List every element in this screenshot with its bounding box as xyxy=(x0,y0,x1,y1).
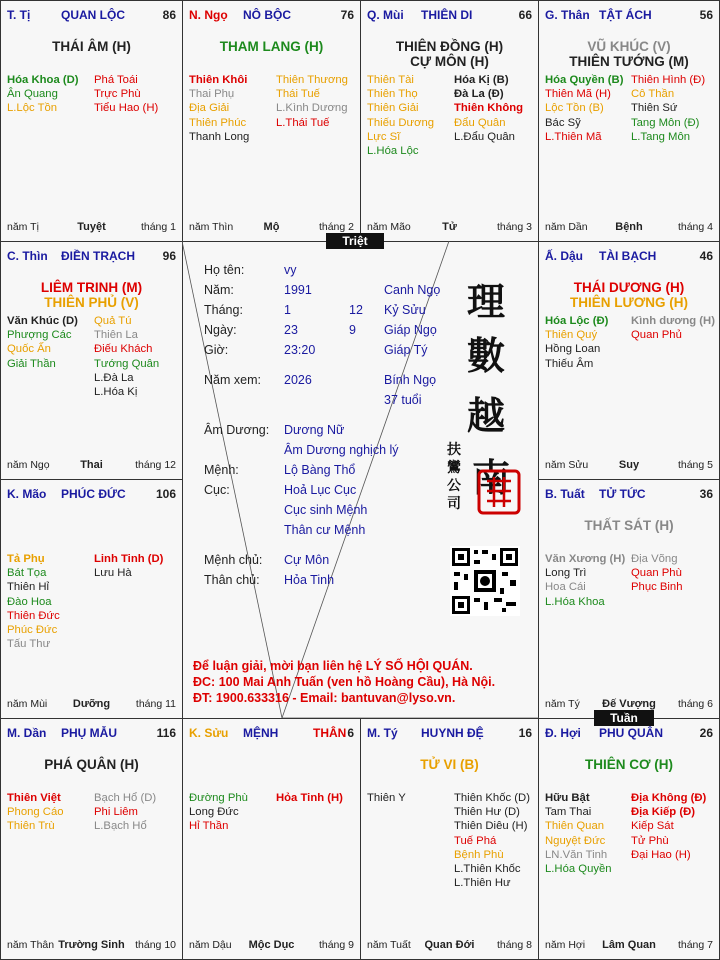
palace-header xyxy=(545,726,713,742)
year-can: Canh Ngọ xyxy=(384,283,441,297)
palace-ty xyxy=(360,718,539,960)
palace-footer xyxy=(7,939,176,953)
view-year-can: Bính Ngọ xyxy=(384,373,437,387)
red-seal-stamp xyxy=(477,469,521,515)
hour-label: Giờ: xyxy=(204,343,229,357)
palace-name: PHU QUÂN xyxy=(599,726,664,740)
palace-year: năm Tý xyxy=(545,698,580,710)
minor-star: L.Lộc Tồn xyxy=(7,102,58,115)
minor-star: Bạch Hổ (D) xyxy=(94,792,157,804)
minor-star: Quan Phủ xyxy=(631,329,682,342)
main-star: THIÊN LƯƠNG (H) xyxy=(570,295,688,310)
minor-star: Thiếu Dương xyxy=(367,116,435,129)
minor-star: Thiên Sứ xyxy=(631,102,678,115)
minor-star: L.Đẩu Quân xyxy=(454,130,515,143)
minor-star: Hồng Loan xyxy=(545,343,601,356)
palace-year: năm Dần xyxy=(545,221,588,233)
minor-star: L.Đà La xyxy=(94,371,134,384)
minor-star: Hoa Cái xyxy=(545,581,586,594)
main-star: THÁI ÂM (H) xyxy=(52,39,131,54)
minor-star: Lưu Hà xyxy=(94,567,132,580)
palace-header xyxy=(189,8,354,24)
minor-star: L.Hóa Lộc xyxy=(367,145,419,157)
palace-header xyxy=(7,249,176,265)
minor-star: Lộc Tồn (B) xyxy=(545,102,604,115)
minor-star: L.Kình Dương xyxy=(276,102,348,115)
calligraphy-char-4: 南 xyxy=(472,455,511,500)
palace-footer xyxy=(545,221,713,235)
minor-star: Phúc Đức xyxy=(7,624,58,636)
palace-month: tháng 5 xyxy=(677,459,713,471)
palace-header xyxy=(367,8,532,24)
main-star: THẤT SÁT (H) xyxy=(584,518,674,533)
minor-star: Thiên Khốc (D) xyxy=(454,792,530,804)
minor-star: Cô Thần xyxy=(631,88,675,101)
amduong-value: Dương Nữ xyxy=(284,423,345,437)
palace-tuat xyxy=(538,479,720,719)
main-star: THIÊN TƯỚNG (M) xyxy=(569,54,689,69)
palace-name: TÀI BẠCH xyxy=(599,249,657,263)
main-star: THIÊN PHỦ (V) xyxy=(44,295,139,310)
palace-footer xyxy=(7,698,176,712)
palace-month: tháng 9 xyxy=(318,939,354,951)
palace-mui xyxy=(360,0,539,242)
palace-footer xyxy=(545,459,713,473)
minor-star: Phá Toái xyxy=(94,74,138,86)
calligraphy-char-2: 數 xyxy=(467,333,506,378)
palace-age: 116 xyxy=(156,726,176,740)
palace-age: 96 xyxy=(162,249,176,263)
palace-phase: Bệnh xyxy=(615,221,643,233)
minor-star: Thiên Khôi xyxy=(189,74,248,86)
palace-branch: M. Tý xyxy=(367,726,398,740)
palace-phase: Mộc Dục xyxy=(248,939,295,951)
minor-star: L.Tang Môn xyxy=(631,130,691,143)
minor-star: Thiên Diêu (H) xyxy=(454,820,528,833)
palace-footer xyxy=(367,221,532,235)
minor-star: Tiểu Hao (H) xyxy=(94,102,159,115)
amduong-label: Âm Dương: xyxy=(204,423,270,437)
palace-branch: Q. Mùi xyxy=(367,8,404,22)
palace-year: năm Tuất xyxy=(367,939,411,951)
minor-star: Thiên Quý xyxy=(545,329,598,342)
palace-age: 6 xyxy=(347,726,354,740)
minor-star: Đường Phù xyxy=(189,792,248,804)
tuan-marker: Tuần xyxy=(594,710,654,726)
minor-star: Hóa Khoa (D) xyxy=(7,74,79,86)
minor-star: Kình dương (H) xyxy=(631,315,715,327)
palace-than xyxy=(538,0,720,242)
palace-phase: Suy xyxy=(618,459,640,471)
palace-header xyxy=(367,726,532,742)
qr-code[interactable] xyxy=(450,546,520,616)
palace-header xyxy=(189,726,354,742)
minor-star: Hóa Quyền (B) xyxy=(545,74,624,86)
palace-header xyxy=(545,249,713,265)
center-info-panel xyxy=(182,241,539,718)
palace-phase: Thai xyxy=(80,459,103,471)
main-star: THAM LANG (H) xyxy=(219,39,324,54)
main-star: VŨ KHÚC (V) xyxy=(587,39,671,54)
palace-phase: Dưỡng xyxy=(72,698,111,710)
palace-phase: Tuyệt xyxy=(77,221,106,233)
palace-branch: C. Thìn xyxy=(7,249,48,263)
contact-line-1: Để luận giải, mời bạn liên hệ LÝ SỐ HỘI QUÁN. xyxy=(193,659,473,673)
minor-star: Hóa Lộc (Đ) xyxy=(545,315,609,327)
palace-month: tháng 3 xyxy=(496,221,532,233)
palace-hoi xyxy=(538,718,720,960)
than-chu-label: Thân chủ: xyxy=(204,573,260,587)
palace-branch: N. Ngọ xyxy=(189,8,228,22)
minor-star: Thiên Y xyxy=(367,792,406,804)
minor-star: Bác Sỹ xyxy=(545,116,581,129)
palace-age: 56 xyxy=(699,8,713,22)
palace-year: năm Thân xyxy=(7,939,55,951)
name-value: vy xyxy=(284,263,297,277)
minor-star: L.Thiên Mã xyxy=(545,130,602,143)
palace-phase: Quan Đới xyxy=(424,939,475,951)
palace-ti xyxy=(0,0,183,242)
minor-star: Phục Binh xyxy=(631,581,683,594)
palace-branch: M. Dần xyxy=(7,726,47,740)
palace-name: HUYNH ĐỆ xyxy=(421,726,484,740)
calligraphy-char-1: 理 xyxy=(467,279,506,324)
main-star: PHÁ QUÂN (H) xyxy=(44,757,139,772)
palace-age: 66 xyxy=(518,8,532,22)
minor-star: Lực Sĩ xyxy=(367,130,401,143)
minor-star: Quả Tú xyxy=(94,315,132,327)
minor-star: Hữu Bật xyxy=(545,792,590,804)
palace-month: tháng 6 xyxy=(677,698,713,710)
palace-phase: Lâm Quan xyxy=(602,939,656,951)
minor-star: Quan Phù xyxy=(631,567,682,580)
hour-can: Giáp Tý xyxy=(384,343,428,357)
month-can: Kỷ Sửu xyxy=(384,303,426,317)
palace-year: năm Hợi xyxy=(545,939,586,951)
cuc-value: Hoả Lục Cục xyxy=(284,483,357,497)
minor-star: Phi Liêm xyxy=(94,806,138,819)
minor-star: Thiên Đức xyxy=(7,609,60,622)
palace-phase: Đế Vượng xyxy=(602,698,656,710)
day-value: 23 xyxy=(284,323,298,337)
month-label: Tháng: xyxy=(204,303,243,317)
minor-star: Đẩu Quân xyxy=(454,116,506,129)
palace-year: năm Sửu xyxy=(545,459,589,471)
palace-month: tháng 2 xyxy=(318,221,354,233)
day-can: Giáp Ngọ xyxy=(384,323,437,337)
month-lunar: 12 xyxy=(349,303,363,317)
palace-age: 106 xyxy=(155,487,176,501)
minor-star: L.Thiên Hư xyxy=(454,877,511,890)
minor-star: Đà La (Đ) xyxy=(454,88,504,101)
minor-star: Đại Hao (H) xyxy=(631,848,691,861)
minor-star: Địa Võng xyxy=(631,553,678,565)
palace-age: 46 xyxy=(699,249,713,263)
minor-star: Thiếu Âm xyxy=(545,357,594,370)
main-star: CỰ MÔN (H) xyxy=(410,54,489,69)
palace-year: năm Dậu xyxy=(189,939,232,951)
minor-star: Phong Cáo xyxy=(7,806,64,819)
main-star: TỬ VI (B) xyxy=(420,757,479,772)
palace-month: tháng 12 xyxy=(135,459,176,471)
palace-age: 36 xyxy=(699,487,713,501)
minor-star: Thiên Việt xyxy=(7,792,61,804)
minor-star: Tam Thai xyxy=(545,806,592,819)
view-year-label: Năm xem: xyxy=(204,373,261,387)
palace-branch: K. Sửu xyxy=(189,726,229,740)
minor-star: Quốc Ấn xyxy=(7,343,51,356)
minor-star: Hỉ Thần xyxy=(189,820,229,833)
palace-month: tháng 11 xyxy=(135,698,176,710)
contact-line-3[interactable]: ĐT: 1900.633316 - Email: bantuvan@lyso.vn. xyxy=(193,691,456,705)
palace-month: tháng 4 xyxy=(677,221,713,233)
palace-branch: Ấ. Dậu xyxy=(545,249,584,263)
minor-star: Ân Quang xyxy=(7,88,58,101)
than-chu-value: Hỏa Tinh xyxy=(284,573,335,587)
minor-star: Địa Giải xyxy=(189,102,230,115)
minor-star: Thiên Mã (H) xyxy=(545,88,611,101)
palace-age: 86 xyxy=(162,8,176,22)
palace-month: tháng 7 xyxy=(677,939,713,951)
menh-chu-label: Mệnh chủ: xyxy=(204,553,263,567)
minor-star: Đào Hoa xyxy=(7,595,52,608)
palace-mao xyxy=(0,479,183,719)
day-lunar: 9 xyxy=(349,323,356,337)
triet-marker: Triệt xyxy=(326,233,384,249)
minor-star: Bệnh Phù xyxy=(454,848,504,861)
minor-star: Địa Không (Đ) xyxy=(631,792,707,804)
minor-star: Thiên La xyxy=(94,329,138,342)
palace-header xyxy=(7,8,176,24)
palace-name: PHÚC ĐỨC xyxy=(61,487,126,501)
minor-star: Hóa Kị (B) xyxy=(454,74,509,86)
main-star: THIÊN CƠ (H) xyxy=(584,757,673,772)
palace-name: PHỤ MẪU xyxy=(61,726,117,740)
minor-star: Thanh Long xyxy=(189,130,250,143)
menh-chu-value: Cự Môn xyxy=(284,553,330,567)
minor-star: Thai Phụ xyxy=(189,88,235,101)
minor-star: Thiên Không xyxy=(454,102,524,115)
palace-footer xyxy=(7,459,176,473)
palace-year: năm Mùi xyxy=(7,698,48,710)
minor-star: Tấu Thư xyxy=(7,638,51,651)
minor-star: L.Bạch Hổ xyxy=(94,820,147,833)
palace-suu xyxy=(182,718,361,960)
day-label: Ngày: xyxy=(204,323,237,337)
minor-star: Văn Xương (H) xyxy=(545,553,626,565)
minor-star: L.Thiên Khốc xyxy=(454,863,521,875)
minor-star: Thiên Quan xyxy=(545,820,605,833)
minor-star: Tử Phù xyxy=(631,834,669,847)
palace-age: 76 xyxy=(340,8,354,22)
minor-star: Thiên Thọ xyxy=(367,88,418,101)
minor-star: Tướng Quân xyxy=(94,357,160,370)
minor-star: Trực Phù xyxy=(94,88,141,101)
minor-star: Long Trì xyxy=(545,567,587,580)
minor-star: LN.Văn Tinh xyxy=(545,848,608,861)
minor-star: L.Hóa Quyền xyxy=(545,863,612,875)
palace-phase: Trường Sinh xyxy=(58,939,125,951)
palace-month: tháng 10 xyxy=(135,939,176,951)
palace-dau xyxy=(538,241,720,480)
palace-year: năm Mão xyxy=(367,221,411,233)
palace-name: MỆNH xyxy=(243,726,279,740)
palace-dan xyxy=(0,718,183,960)
minor-star: Tuế Phá xyxy=(454,834,497,847)
palace-age: 26 xyxy=(699,726,713,740)
minor-star: Thiên Giải xyxy=(367,102,419,115)
main-star: THIÊN ĐỒNG (H) xyxy=(395,39,504,54)
minor-star: Thiên Tài xyxy=(367,74,414,86)
amduong-note: Âm Dương nghịch lý xyxy=(284,443,399,457)
palace-thin xyxy=(0,241,183,480)
palace-year: năm Tị xyxy=(7,221,39,233)
palace-month: tháng 1 xyxy=(140,221,176,233)
minor-star: Thiên Hình (Đ) xyxy=(631,74,706,86)
month-value: 1 xyxy=(284,303,291,317)
palace-name: NÔ BỘC xyxy=(243,8,291,22)
than-marker: THÂN xyxy=(313,726,347,740)
cuc-note-1: Cục sinh Mệnh xyxy=(284,503,368,517)
palace-footer xyxy=(7,221,176,235)
minor-star: Thiên Hỉ xyxy=(7,581,50,594)
name-row: Họ tên: xyxy=(204,263,245,277)
palace-header xyxy=(7,487,176,503)
minor-star: Thái Tuế xyxy=(276,88,320,101)
palace-branch: B. Tuất xyxy=(545,487,585,501)
view-year-value: 2026 xyxy=(284,373,312,387)
menh-value: Lộ Bàng Thổ xyxy=(284,463,356,477)
minor-star: Văn Khúc (D) xyxy=(7,315,78,327)
palace-name: TỬ TỨC xyxy=(599,487,646,501)
calligraphy-char-3: 越 xyxy=(467,393,506,438)
palace-month: tháng 8 xyxy=(496,939,532,951)
minor-star: L.Hóa Khoa xyxy=(545,595,605,608)
palace-name: QUAN LỘC xyxy=(61,8,125,22)
minor-star: Thiên Phúc xyxy=(189,116,247,129)
palace-footer xyxy=(189,939,354,953)
minor-star: Giải Thần xyxy=(7,357,56,370)
palace-phase: Tử xyxy=(442,221,457,233)
minor-star: L.Thái Tuế xyxy=(276,116,330,129)
age-value: 37 tuổi xyxy=(384,393,422,407)
minor-star: Thiên Hư (D) xyxy=(454,806,520,819)
minor-star: Bát Tọa xyxy=(7,567,47,580)
minor-star: Linh Tinh (D) xyxy=(94,553,164,565)
minor-star: Điếu Khách xyxy=(94,343,153,356)
minor-star: Tả Phụ xyxy=(7,553,45,565)
palace-branch: G. Thân xyxy=(545,8,590,22)
palace-name: TẬT ÁCH xyxy=(599,8,652,22)
palace-branch: T. Tị xyxy=(7,8,31,22)
main-star: THÁI DƯƠNG (H) xyxy=(573,280,685,295)
palace-footer xyxy=(367,939,532,953)
palace-header xyxy=(545,487,713,503)
menh-label: Mệnh: xyxy=(204,463,239,477)
contact-line-2: ĐC: 100 Mai Anh Tuấn (ven hồ Hoàng Cầu), Hà Nội. xyxy=(193,675,496,689)
palace-phase: Mộ xyxy=(263,221,280,233)
minor-star: Kiếp Sát xyxy=(631,820,674,833)
hour-value: 23:20 xyxy=(284,343,316,357)
minor-star: Thiên Trù xyxy=(7,820,55,833)
minor-star: L.Hóa Kị xyxy=(94,386,138,398)
palace-header xyxy=(7,726,176,742)
palace-name: ĐIỀN TRẠCH xyxy=(61,249,135,263)
palace-branch: K. Mão xyxy=(7,487,47,501)
year-value: 1991 xyxy=(284,283,312,297)
minor-star: Tang Môn (Đ) xyxy=(631,116,700,129)
palace-year: năm Ngọ xyxy=(7,459,50,471)
cuc-label: Cục: xyxy=(204,483,230,497)
minor-star: Phượng Các xyxy=(7,329,72,342)
minor-star: Hỏa Tinh (H) xyxy=(276,792,343,804)
palace-year: năm Thìn xyxy=(189,221,234,233)
year-label: Năm: xyxy=(204,283,234,297)
company-seal-text: 扶鸞公司 xyxy=(447,442,461,512)
minor-star: Thiên Thương xyxy=(276,74,348,86)
main-star: LIÊM TRINH (M) xyxy=(40,280,143,295)
palace-ngo xyxy=(182,0,361,242)
minor-star: Long Đức xyxy=(189,806,239,819)
minor-star: Nguyệt Đức xyxy=(545,834,606,847)
minor-star: Địa Kiếp (Đ) xyxy=(631,806,696,819)
palace-footer xyxy=(545,939,713,953)
palace-header xyxy=(545,8,713,24)
cuc-note-2: Thân cư Mệnh xyxy=(284,523,366,537)
palace-age: 16 xyxy=(518,726,532,740)
palace-branch: Đ. Hợi xyxy=(545,726,581,740)
palace-name: THIÊN DI xyxy=(421,8,473,22)
